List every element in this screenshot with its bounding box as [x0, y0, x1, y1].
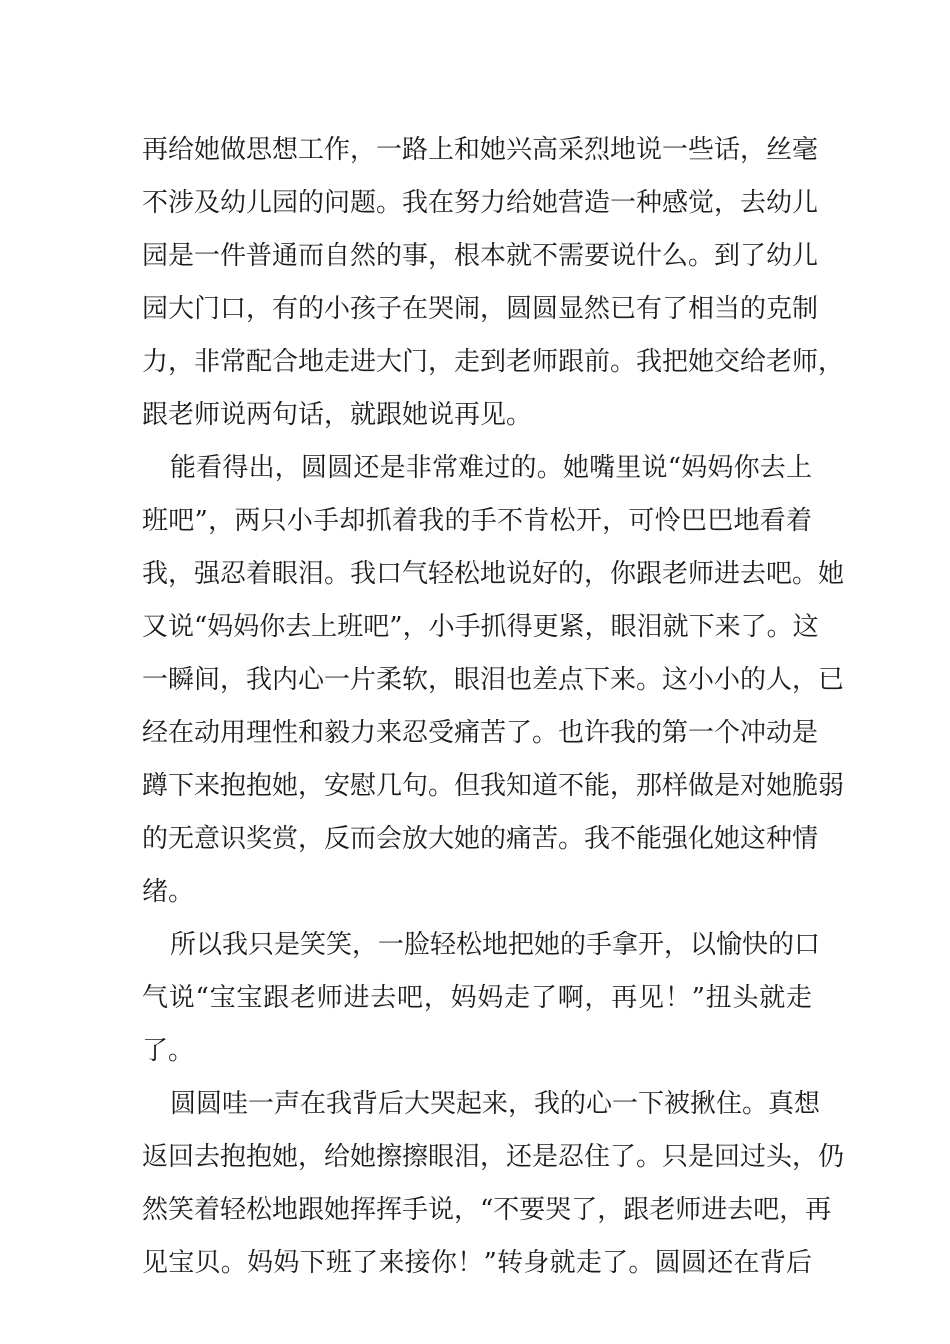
- text-line: 了。: [142, 1036, 195, 1066]
- text-line: 返回去抱抱她，给她擦擦眼泪，还是忍住了。只是回过头，仍: [142, 1142, 845, 1172]
- text-line: 然笑着轻松地跟她挥挥手说，“不要哭了，跟老师进去吧，再: [142, 1195, 832, 1225]
- text-line: 能看得出，圆圆还是非常难过的。她嘴里说“妈妈你去上: [170, 453, 812, 483]
- text-line: 力，非常配合地走进大门，走到老师跟前。我把她交给老师，: [142, 347, 845, 377]
- text-line: 再给她做思想工作，一路上和她兴高采烈地说一些话，丝毫: [142, 135, 819, 165]
- text-line: 一瞬间，我内心一片柔软，眼泪也差点下来。这小小的人，已: [142, 665, 845, 695]
- text-line: 跟老师说两句话，就跟她说再见。: [142, 400, 533, 430]
- text-line: 班吧”，两只小手却抓着我的手不肯松开，可怜巴巴地看着: [142, 506, 812, 536]
- text-line: 蹲下来抱抱她，安慰几句。但我知道不能，那样做是对她脆弱: [142, 771, 845, 801]
- text-line: 不涉及幼儿园的问题。我在努力给她营造一种感觉，去幼儿: [142, 188, 819, 218]
- text-line: 见宝贝。妈妈下班了来接你！”转身就走了。圆圆还在背后: [142, 1248, 812, 1278]
- text-line: 的无意识奖赏，反而会放大她的痛苦。我不能强化她这种情: [142, 824, 819, 854]
- text-line: 所以我只是笑笑，一脸轻松地把她的手拿开，以愉快的口: [170, 930, 821, 960]
- text-line: 园大门口，有的小孩子在哭闹，圆圆显然已有了相当的克制: [142, 294, 819, 324]
- text-line: 我，强忍着眼泪。我口气轻松地说好的，你跟老师进去吧。她: [142, 559, 845, 589]
- text-line: 经在动用理性和毅力来忍受痛苦了。也许我的第一个冲动是: [142, 718, 819, 748]
- text-line: 园是一件普通而自然的事，根本就不需要说什么。到了幼儿: [142, 241, 819, 271]
- text-line: 气说“宝宝跟老师进去吧，妈妈走了啊，再见！”扭头就走: [142, 983, 812, 1013]
- text-line: 绪。: [142, 877, 195, 907]
- body-text: [142, 124, 845, 1290]
- text-line: 圆圆哇一声在我背后大哭起来，我的心一下被揪住。真想: [170, 1089, 821, 1119]
- text-line: 又说“妈妈你去上班吧”，小手抓得更紧，眼泪就下来了。这: [142, 612, 819, 642]
